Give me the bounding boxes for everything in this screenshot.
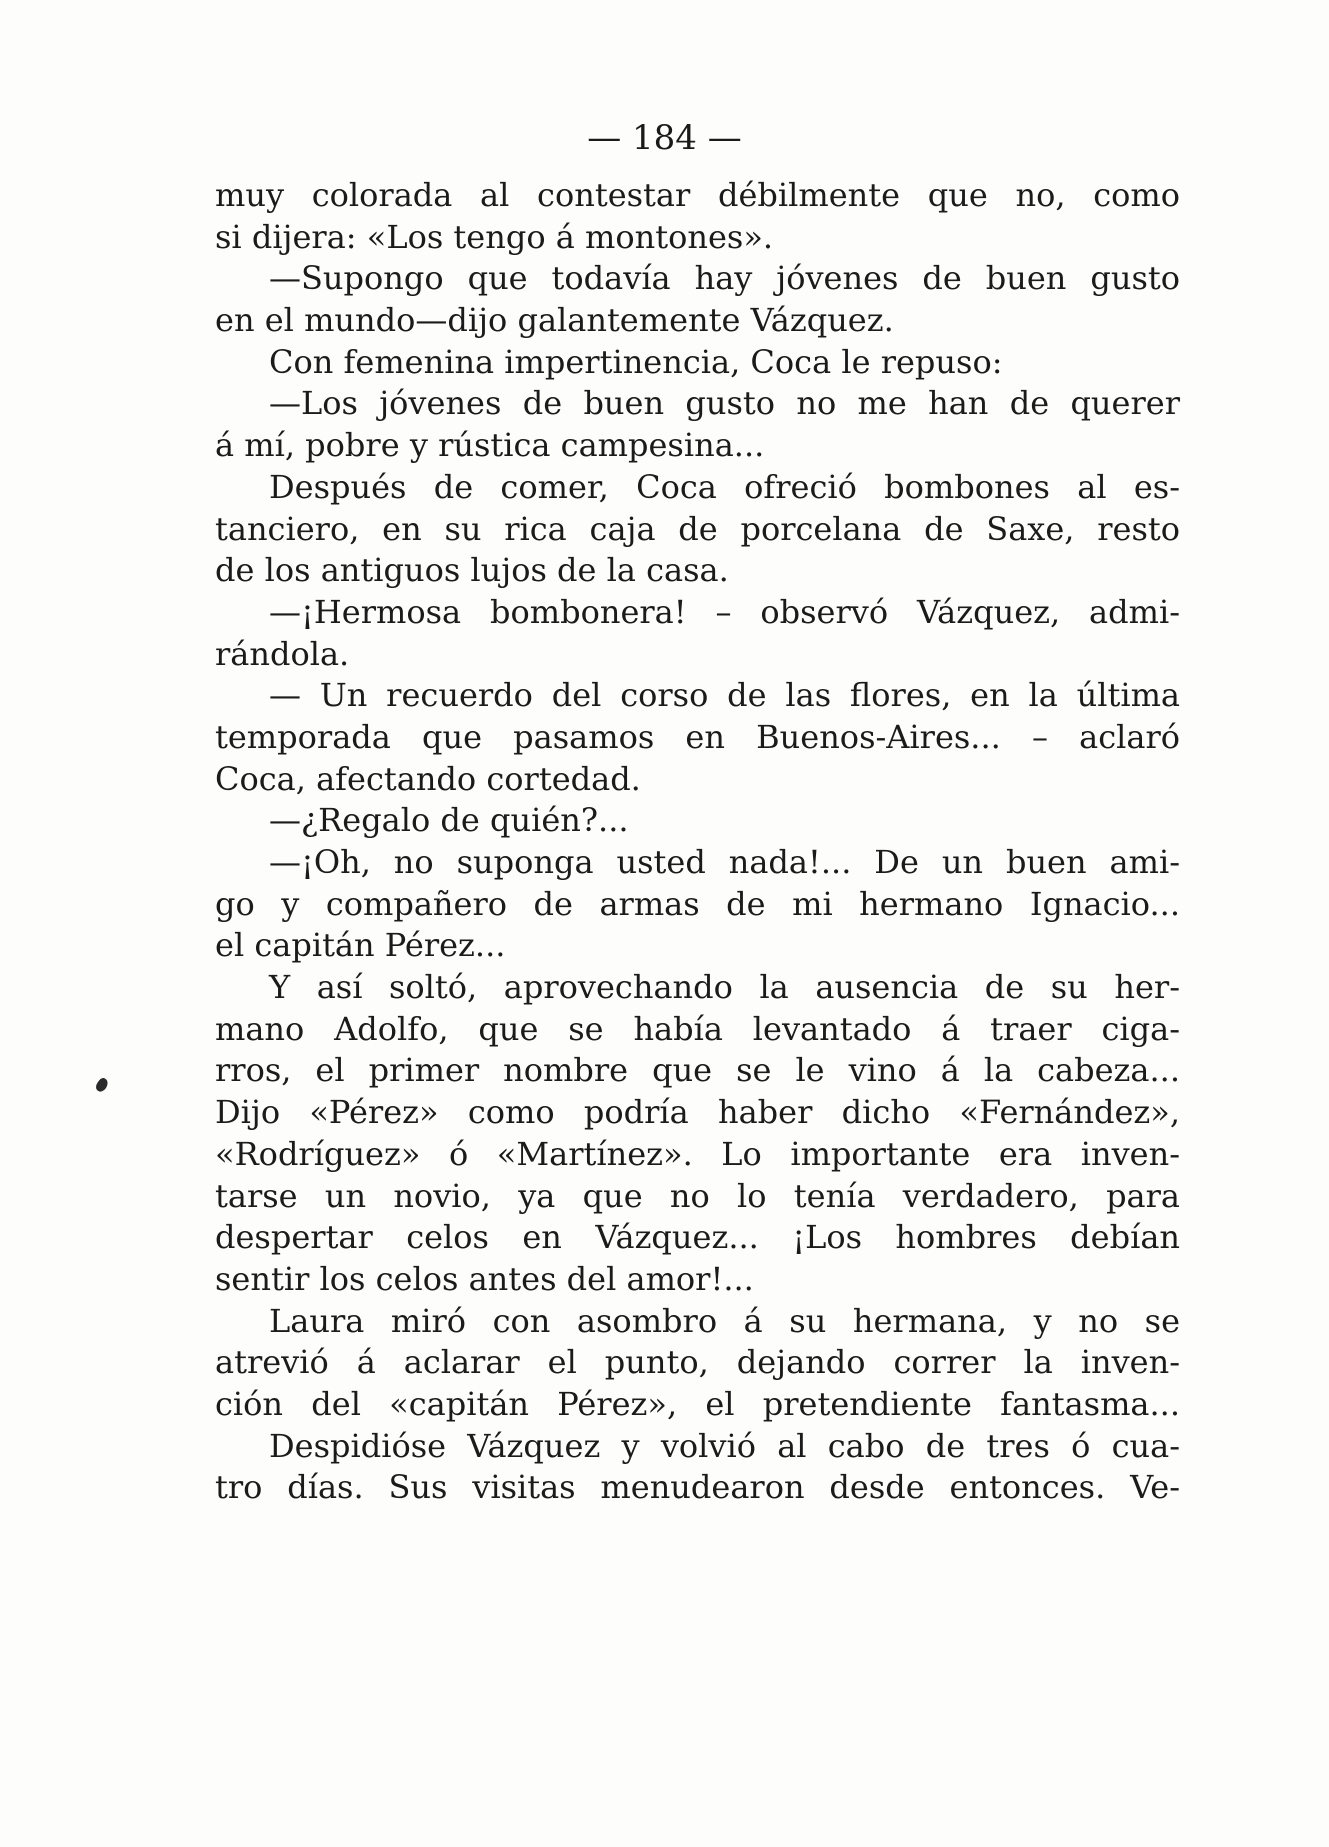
text-line: muy colorada al contestar débilmente que no, como: [215, 176, 1180, 214]
body-text: [215, 175, 1180, 1509]
text-line: —Supongo que todavía hay jóvenes de buen gusto: [269, 259, 1180, 298]
text-line: «Rodríguez» ó «Martínez». Lo importante era inven-: [215, 1134, 1180, 1173]
text-line: Dijo «Pérez» como podría haber dicho «Fernández»,: [215, 1093, 1180, 1132]
text-line: Con femenina impertinencia, Coca le repuso:: [269, 342, 1003, 381]
text-line: tanciero, en su rica caja de porcelana de Saxe, resto: [215, 509, 1180, 548]
text-line: temporada que pasamos en Buenos-Aires... – aclaró: [215, 717, 1180, 756]
text-line: —Los jóvenes de buen gusto no me han de querer: [269, 384, 1180, 423]
text-line: á mí, pobre y rústica campesina...: [215, 426, 765, 465]
text-line: Laura miró con asombro á su hermana, y no se: [269, 1301, 1180, 1340]
text-line: Coca, afectando cortedad.: [215, 759, 641, 798]
text-line: Después de comer, Coca ofreció bombones al es-: [269, 467, 1180, 506]
text-line: go y compañero de armas de mi hermano Ignacio...: [215, 884, 1180, 923]
text-line: ción del «capitán Pérez», el pretendiente fantasma...: [215, 1384, 1180, 1423]
text-line: mano Adolfo, que se había levantado á traer ciga-: [215, 1009, 1180, 1048]
text-line: tro días. Sus visitas menudearon desde entonces. Ve-: [215, 1468, 1180, 1507]
text-line: tarse un novio, ya que no lo tenía verdadero, para: [215, 1176, 1180, 1215]
text-line: en el mundo—dijo galantemente Vázquez.: [215, 301, 894, 340]
text-line: —¡Hermosa bombonera! – observó Vázquez, admi-: [269, 592, 1180, 631]
text-line: sentir los celos antes del amor!...: [215, 1259, 754, 1298]
text-line: Y así soltó, aprovechando la ausencia de su her-: [269, 968, 1180, 1007]
ink-speck: [94, 1076, 110, 1093]
text-line: —¡Oh, no suponga usted nada!... De un buen ami-: [269, 843, 1180, 881]
page-number: — 184 —: [587, 118, 742, 158]
text-line: el capitán Pérez...: [215, 926, 506, 965]
text-line: despertar celos en Vázquez... ¡Los hombres debían: [215, 1218, 1180, 1257]
text-line: —¿Regalo de quién?...: [269, 801, 629, 840]
text-line: atrevió á aclarar el punto, dejando correr la inven-: [215, 1343, 1180, 1382]
text-line: de los antiguos lujos de la casa.: [215, 551, 729, 590]
text-line: rros, el primer nombre que se le vino á la cabeza...: [215, 1051, 1180, 1090]
text-line: Despidióse Vázquez y volvió al cabo de tres ó cua-: [269, 1426, 1180, 1465]
text-line: rándola.: [215, 634, 350, 673]
text-line: si dijera: «Los tengo á montones».: [215, 217, 774, 256]
text-line: — Un recuerdo del corso de las flores, en la última: [269, 676, 1180, 715]
